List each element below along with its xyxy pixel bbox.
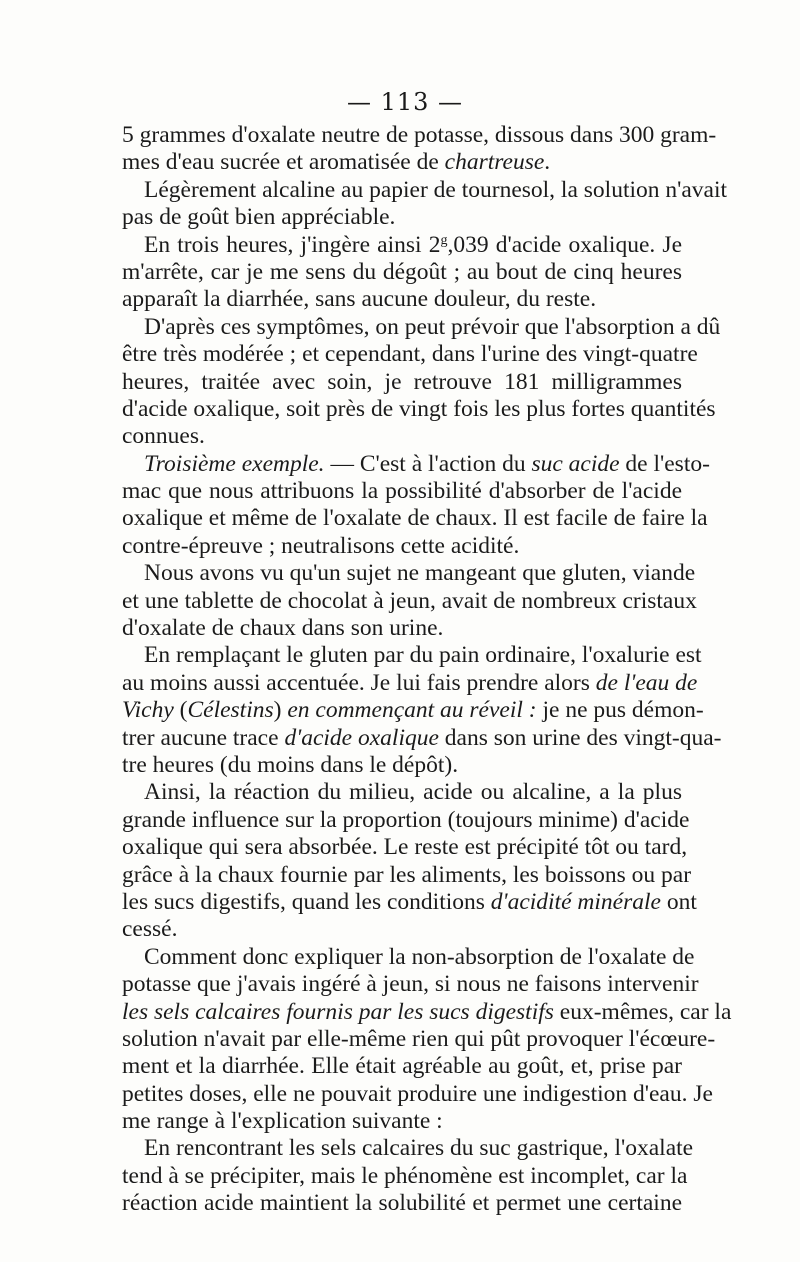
text-run: heures, traitée avec soin, je retrouve 181 milligrammes xyxy=(122,368,682,395)
text-run: au moins aussi accentuée. Je lui fais prendre alors xyxy=(122,669,596,696)
text-line xyxy=(122,916,682,943)
page-number: — 113 — xyxy=(346,88,464,116)
text-run: dans son urine des vingt-qua- xyxy=(438,724,722,751)
text-line xyxy=(122,1025,716,1053)
text-run: eux-mêmes, car la xyxy=(553,998,732,1025)
text-line xyxy=(122,395,716,423)
text-line xyxy=(122,204,682,231)
text-run: cessé. xyxy=(122,916,178,943)
italic-text: d'acide oxalique xyxy=(284,724,439,751)
text-run: être très modérée ; et cependant, dans l'urine des vingt-quatre xyxy=(122,341,698,368)
italic-text: Vichy xyxy=(122,697,174,724)
text-run: ,039 d'acide oxalique. Je xyxy=(447,231,682,258)
text-run: mac que nous attribuons la possibilité d'absorber de l'acide xyxy=(122,478,682,505)
text-run: contre-épreuve ; neutralisons cette acidité. xyxy=(122,532,520,559)
text-run: En remplaçant le gluten par du pain ordinaire, l'oxalurie est xyxy=(144,642,702,669)
text-run: ( xyxy=(173,697,188,724)
text-run: réaction acide maintient la solubilité et permet une certaine xyxy=(122,1190,682,1217)
text-run: — C'est à l'action du xyxy=(324,450,532,477)
text-run: oxalique et même de l'oxalate de chaux. Il est facile de faire la xyxy=(122,505,708,532)
body-text xyxy=(122,122,732,1218)
text-run: grande influence sur la proportion (toujours minime) d'acide xyxy=(122,806,690,833)
text-line xyxy=(122,1080,713,1108)
text-line xyxy=(122,834,688,861)
text-line xyxy=(122,779,682,806)
italic-text: d'acidité minérale xyxy=(490,888,661,915)
text-line xyxy=(122,642,702,669)
text-line xyxy=(122,806,690,834)
text-line xyxy=(122,341,698,368)
text-run: mes d'eau sucrée et aromatisée de xyxy=(122,149,445,176)
text-run: m'arrête, car je me sens du dégoût ; au bout de cinq heures xyxy=(122,258,682,285)
text-run: potasse que j'avais ingéré à jeun, si nous ne faisons intervenir xyxy=(122,971,699,998)
text-run: En trois heures, j'ingère ainsi 2 xyxy=(144,231,441,258)
text-line xyxy=(122,313,721,341)
text-line xyxy=(122,369,682,396)
text-run: et une tablette de chocolat à jeun, avait de nombreux cristaux xyxy=(122,587,697,614)
text-line xyxy=(122,286,682,313)
text-run: Nous avons vu qu'un sujet ne mangeant que gluten, viande xyxy=(144,560,696,587)
italic-text: les sels calcaires fournis par les sucs digestifs xyxy=(122,998,554,1025)
text-line xyxy=(122,505,708,532)
text-run: En rencontrant les sels calcaires du suc gastrique, l'oxalate xyxy=(144,1135,694,1162)
text-line xyxy=(122,1108,682,1135)
text-run: apparaît la diarrhée, sans aucune douleur, du reste. xyxy=(122,286,597,313)
text-run: tend à se précipiter, mais le phénomène est incomplet, car la xyxy=(122,1162,688,1189)
text-line xyxy=(122,724,722,752)
text-line xyxy=(122,232,682,259)
italic-text: Célestins xyxy=(187,697,274,724)
text-line xyxy=(122,752,682,779)
text-run: . xyxy=(544,149,551,176)
text-line xyxy=(122,1135,694,1162)
italic-text: suc acide xyxy=(531,450,620,477)
text-line xyxy=(122,533,682,560)
text-run: je ne pus démon- xyxy=(536,697,704,724)
italic-text: Troisième exemple. xyxy=(144,450,325,477)
text-line xyxy=(122,176,728,204)
text-run: tre heures (du moins dans le dépôt). xyxy=(122,751,459,778)
text-run: 5 grammes d'oxalate neutre de potasse, dissous dans 300 gram- xyxy=(122,122,717,148)
text-line xyxy=(122,560,696,587)
text-line xyxy=(122,971,699,998)
text-run: ment et la diarrhée. Elle était agréable au goût, et, prise par xyxy=(122,1053,682,1080)
superscript-unit: g xyxy=(440,232,448,248)
text-line xyxy=(122,615,682,642)
text-line xyxy=(122,998,732,1026)
text-run: les sucs digestifs, quand les conditions xyxy=(122,888,491,915)
text-line xyxy=(122,861,692,889)
text-line xyxy=(122,478,682,505)
text-line xyxy=(122,450,710,478)
text-line xyxy=(122,587,697,615)
text-run: ont xyxy=(660,888,697,915)
text-run: Ainsi, la réaction du milieu, acide ou alcaline, a la plus xyxy=(144,779,682,806)
text-run: grâce à la chaux fournie par les aliments, les boissons ou par xyxy=(122,861,692,888)
text-line xyxy=(122,943,695,971)
text-line xyxy=(122,697,704,724)
text-line xyxy=(122,259,682,286)
text-line xyxy=(122,1190,682,1217)
italic-text: en commençant au réveil : xyxy=(287,697,537,724)
text-run: connues. xyxy=(122,423,205,450)
text-line xyxy=(122,423,682,450)
text-run: d'oxalate de chaux dans son urine. xyxy=(122,615,444,642)
text-run: trer aucune trace xyxy=(122,724,285,751)
text-line xyxy=(122,669,698,697)
text-run: d'acide oxalique, soit près de vingt fois les plus fortes quantités xyxy=(122,395,716,422)
text-run: oxalique qui sera absorbée. Le reste est précipité tôt ou tard, xyxy=(122,834,688,861)
text-line xyxy=(122,1162,688,1190)
text-line xyxy=(122,149,682,176)
italic-text: de l'eau de xyxy=(595,669,698,696)
text-run: me range à l'explication suivante : xyxy=(122,1108,443,1135)
text-line xyxy=(122,888,697,916)
text-run: pas de goût bien appréciable. xyxy=(122,204,396,231)
text-run: de l'esto- xyxy=(619,450,710,477)
text-run: ) xyxy=(273,697,288,724)
text-run: Comment donc expliquer la non-absorption de l'oxalate de xyxy=(144,943,695,970)
text-run: solution n'avait par elle-même rien qui pût provoquer l'écœure- xyxy=(122,1025,716,1052)
text-run: D'après ces symptômes, on peut prévoir que l'absorption a dû xyxy=(144,313,721,340)
italic-text: chartreuse xyxy=(444,149,545,176)
text-line xyxy=(122,122,717,149)
text-line xyxy=(122,1053,682,1080)
text-run: petites doses, elle ne pouvait produire une indigestion d'eau. Je xyxy=(122,1080,713,1107)
text-run: Légèrement alcaline au papier de tournesol, la solution n'avait xyxy=(144,176,728,203)
